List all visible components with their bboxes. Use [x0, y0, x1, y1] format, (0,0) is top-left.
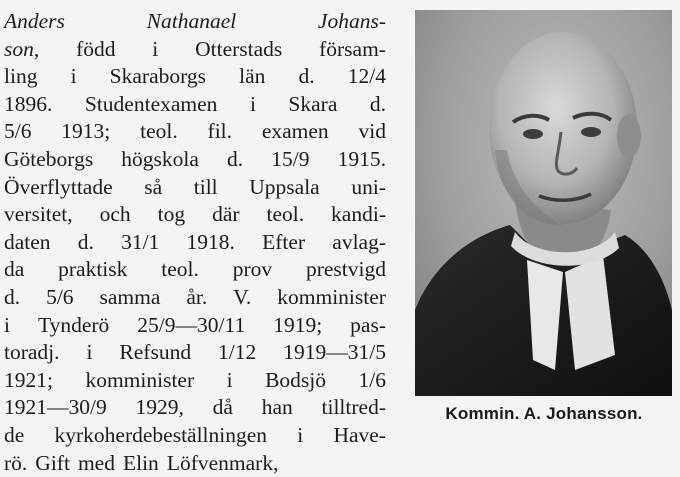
text-line [4, 229, 386, 257]
text-line [4, 174, 386, 202]
word: prestvigd [306, 256, 386, 284]
word: 12/4 [348, 63, 386, 91]
text-line [4, 63, 386, 91]
word: i [71, 63, 77, 91]
word: d. [227, 146, 243, 174]
word: 25/9—30/11 [137, 312, 245, 340]
word: 1913; [61, 118, 110, 146]
word: examen [262, 118, 329, 146]
word: försam- [319, 36, 386, 64]
word: i [86, 339, 92, 367]
text-line [4, 422, 386, 450]
word: Studentexamen [85, 91, 218, 119]
word: så [144, 174, 162, 202]
word: toradj. [4, 339, 60, 367]
word: kandi- [331, 201, 386, 229]
word: 1/12 [218, 339, 256, 367]
word: d. [370, 91, 386, 119]
word: fil. [208, 118, 232, 146]
text-line [4, 118, 386, 146]
word: Löfvenmark, [167, 450, 279, 477]
word: Tynderö [38, 312, 109, 340]
word: 5/6 [4, 118, 31, 146]
word: Efter [262, 229, 305, 257]
word: Skaraborgs [110, 63, 206, 91]
word: rö. [4, 450, 27, 477]
text-line [4, 367, 386, 395]
text-line [4, 339, 386, 367]
biography-text [4, 8, 386, 477]
text-line [4, 36, 386, 64]
word: Bodsjö [265, 367, 326, 395]
word: Johans- [318, 8, 386, 36]
word: Gift [35, 450, 70, 477]
word: 31/1 [121, 229, 159, 257]
word: i [297, 422, 303, 450]
word: tilltred- [322, 394, 386, 422]
text-line [4, 312, 386, 340]
word: 1918. [187, 229, 235, 257]
word: Skara [288, 91, 337, 119]
word: där [212, 201, 239, 229]
word: Refsund [119, 339, 191, 367]
word: han [262, 394, 293, 422]
word: de [4, 422, 24, 450]
portrait-image [415, 10, 672, 396]
word: Have- [333, 422, 386, 450]
word: samma [99, 284, 160, 312]
word: i [250, 91, 256, 119]
text-line [4, 8, 386, 36]
word: prov [233, 256, 272, 284]
word: da [4, 256, 24, 284]
word: teol. [161, 256, 199, 284]
portrait-photo [415, 10, 672, 396]
word: 1929, [136, 394, 184, 422]
word: i [227, 367, 233, 395]
word: Nathanael [147, 8, 237, 36]
word: tog [158, 201, 185, 229]
text-line [4, 450, 386, 477]
word: Uppsala [249, 174, 319, 202]
word: i [152, 36, 158, 64]
word: teol. [266, 201, 304, 229]
text-line [4, 284, 386, 312]
word: versitet, [4, 201, 73, 229]
text-line [4, 201, 386, 229]
word: komminister [277, 284, 386, 312]
word: Överflyttade [4, 174, 113, 202]
word: och [100, 201, 131, 229]
text-line [4, 394, 386, 422]
word: i [4, 312, 10, 340]
text-line [4, 146, 386, 174]
word: komminister [85, 367, 194, 395]
word: d. [78, 229, 94, 257]
word: Anders [4, 8, 65, 36]
text-line [4, 91, 386, 119]
photo-caption: Kommin. A. Johansson. [416, 404, 672, 424]
word: län [239, 63, 265, 91]
word: 5/6 [46, 284, 73, 312]
word: teol. [140, 118, 178, 146]
word: med [78, 450, 115, 477]
text-line [4, 256, 386, 284]
word: d. [299, 63, 315, 91]
word: till [194, 174, 218, 202]
word: 1/6 [358, 367, 385, 395]
word: pas- [350, 312, 386, 340]
word: 1921; [4, 367, 53, 395]
word: son, [4, 36, 39, 64]
word: praktisk [58, 256, 127, 284]
word: vid [359, 118, 386, 146]
word: Elin [123, 450, 159, 477]
word: 1915. [338, 146, 386, 174]
word: 1919—31/5 [283, 339, 386, 367]
word: 1919; [273, 312, 322, 340]
word: d. [4, 284, 20, 312]
word: V. [233, 284, 251, 312]
word: 15/9 [271, 146, 309, 174]
word: 1921—30/9 [4, 394, 107, 422]
word: avlag- [332, 229, 386, 257]
word: då [213, 394, 233, 422]
word: år. [186, 284, 207, 312]
word: Göteborgs [4, 146, 93, 174]
word: 1896. [4, 91, 52, 119]
word: Otterstads [195, 36, 282, 64]
word: ling [4, 63, 37, 91]
word: kyrkoherdebeställningen [55, 422, 268, 450]
word: uni- [351, 174, 386, 202]
word: född [76, 36, 115, 64]
word: daten [4, 229, 51, 257]
word: högskola [121, 146, 199, 174]
